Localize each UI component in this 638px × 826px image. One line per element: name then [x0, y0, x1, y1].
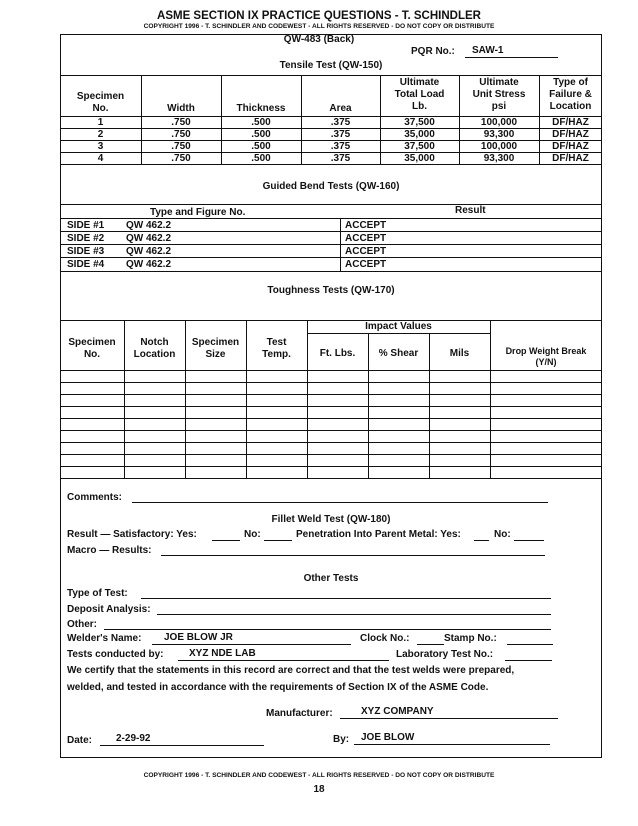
th-failure-3: Location — [549, 101, 592, 112]
th-specimen-2: No. — [92, 103, 109, 114]
th-specimen-1: Specimen — [76, 91, 125, 102]
cell-failure[interactable]: DF/HAZ — [552, 141, 589, 152]
cell-failure[interactable]: DF/HAZ — [552, 129, 589, 140]
macro-input[interactable] — [161, 555, 545, 556]
bend-result[interactable]: ACCEPT — [345, 220, 387, 231]
th-load-3: Lb. — [412, 101, 427, 112]
penetration-no-input[interactable] — [514, 540, 544, 541]
other-input[interactable] — [104, 629, 551, 630]
tth-ftlbs: Ft. Lbs. — [319, 348, 356, 359]
document-title: ASME SECTION IX PRACTICE QUESTIONS - T. SCHINDLER — [157, 10, 481, 22]
bend-col-line — [340, 218, 341, 271]
row-line — [60, 418, 602, 419]
manufacturer-value[interactable]: XYZ COMPANY — [361, 706, 434, 717]
cell-area[interactable]: .375 — [330, 141, 351, 152]
clock-input[interactable] — [417, 644, 444, 645]
labtest-input[interactable] — [505, 660, 552, 661]
cell-thickness[interactable]: .500 — [251, 129, 271, 140]
bend-fig[interactable]: QW 462.2 — [126, 220, 172, 231]
th-load-1: Ultimate — [399, 77, 440, 88]
col-line — [307, 320, 308, 478]
tth-dwb-2: (Y/N) — [535, 357, 557, 367]
cell-load[interactable]: 37,500 — [404, 117, 435, 128]
cell-no[interactable]: 4 — [97, 153, 104, 164]
other-title: Other Tests — [303, 573, 359, 584]
by-label: By: — [333, 734, 350, 745]
tth-mils: Mils — [449, 348, 470, 359]
row-line — [60, 406, 602, 407]
bend-fig[interactable]: QW 462.2 — [126, 246, 172, 257]
conducted-label: Tests conducted by: — [67, 649, 164, 660]
cell-thickness[interactable]: .500 — [251, 153, 271, 164]
bend-fig[interactable]: QW 462.2 — [126, 259, 172, 270]
row-line — [60, 466, 602, 467]
bend-col-type: Type and Figure No. — [150, 207, 246, 218]
tth-notch-1: Notch — [140, 337, 169, 348]
penetration-no-label: No: — [494, 529, 511, 540]
cell-area[interactable]: .375 — [330, 153, 351, 164]
conducted-value[interactable]: XYZ NDE LAB — [189, 648, 256, 659]
macro-label: Macro — Results: — [67, 545, 152, 556]
tth-dwb-1: Drop Weight Break — [505, 346, 587, 356]
cell-stress[interactable]: 93,300 — [483, 153, 515, 164]
bend-side: SIDE #4 — [67, 259, 105, 270]
fillet-no-label: No: — [244, 529, 261, 540]
other-label: Other: — [67, 619, 97, 630]
manufacturer-label: Manufacturer: — [266, 708, 333, 719]
comments-label: Comments: — [67, 492, 123, 503]
tensile-title: Tensile Test (QW-150) — [279, 60, 383, 71]
cell-area[interactable]: .375 — [330, 129, 351, 140]
tough-bottom-line — [60, 478, 602, 479]
bend-result[interactable]: ACCEPT — [345, 259, 387, 270]
impact-values-line — [307, 333, 490, 334]
th-failure-2: Failure & — [549, 89, 592, 100]
pqr-value[interactable]: SAW-1 — [472, 45, 504, 56]
tth-specimen-2: No. — [83, 349, 101, 360]
th-failure-1: Type of — [553, 77, 588, 88]
th-stress-2: Unit Stress — [472, 89, 526, 100]
date-label: Date: — [67, 735, 93, 746]
footer-copyright: COPYRIGHT 1996 - T. SCHINDLER AND CODEWEST - ALL RIGHTS RESERVED - DO NOT COPY OR DISTRIBUTE — [143, 772, 495, 779]
th-width: Width — [167, 103, 195, 114]
welder-underline — [152, 644, 351, 645]
date-value[interactable]: 2-29-92 — [116, 733, 151, 744]
welder-value[interactable]: JOE BLOW JR — [164, 632, 233, 643]
tth-temp-2: Temp. — [262, 349, 291, 360]
cell-failure[interactable]: DF/HAZ — [552, 117, 589, 128]
bend-col-result: Result — [455, 205, 486, 216]
cell-width[interactable]: .750 — [171, 129, 191, 140]
clock-label: Clock No.: — [360, 633, 410, 644]
th-stress-3: psi — [491, 101, 507, 112]
date-underline — [100, 745, 264, 746]
th-area: Area — [329, 103, 352, 114]
bend-result[interactable]: ACCEPT — [345, 233, 387, 244]
deposit-input[interactable] — [157, 614, 551, 615]
cell-thickness[interactable]: .500 — [251, 117, 271, 128]
tth-size-2: Size — [205, 349, 226, 360]
cell-stress[interactable]: 93,300 — [483, 129, 515, 140]
cell-width[interactable]: .750 — [171, 117, 191, 128]
th-load-2: Total Load — [394, 89, 445, 100]
tough-header-line — [60, 370, 602, 371]
tth-shear: % Shear — [378, 348, 419, 359]
guided-bend-title: Guided Bend Tests (QW-160) — [262, 181, 400, 192]
certify-line-2: welded, and tested in accordance with the requirements of Section IX of the ASME Code. — [67, 682, 489, 693]
header-copyright: COPYRIGHT 1996 - T. SCHINDLER AND CODEWEST - ALL RIGHTS RESERVED - DO NOT COPY OR DISTRIBUTE — [143, 23, 495, 30]
deposit-label: Deposit Analysis: — [67, 604, 151, 615]
penetration-yes-input[interactable] — [474, 540, 489, 541]
col-line — [490, 320, 491, 478]
row-line — [60, 382, 602, 383]
comments-input[interactable] — [132, 502, 548, 503]
row-line — [60, 454, 602, 455]
stamp-input[interactable] — [507, 644, 553, 645]
welder-label: Welder's Name: — [67, 633, 142, 644]
bend-side: SIDE #1 — [67, 220, 105, 231]
cell-width[interactable]: .750 — [171, 153, 191, 164]
bend-fig[interactable]: QW 462.2 — [126, 233, 172, 244]
by-underline — [354, 744, 550, 745]
cell-no[interactable]: 2 — [97, 129, 104, 140]
fillet-no-input[interactable] — [264, 540, 292, 541]
row-line — [60, 430, 602, 431]
cell-no[interactable]: 3 — [97, 141, 104, 152]
pqr-label: PQR No.: — [411, 46, 455, 57]
row-line — [60, 394, 602, 395]
bend-bottom-line — [60, 271, 602, 272]
certify-line-1: We certify that the statements in this record are correct and that the test welds were prepared, — [67, 665, 515, 676]
cell-failure[interactable]: DF/HAZ — [552, 153, 589, 164]
th-thickness: Thickness — [236, 103, 286, 114]
toughness-title: Toughness Tests (QW-170) — [267, 285, 395, 296]
fillet-yes-input[interactable] — [212, 540, 240, 541]
tth-temp-1: Test — [266, 337, 287, 348]
cell-load[interactable]: 35,000 — [404, 153, 435, 164]
cell-stress[interactable]: 100,000 — [480, 117, 518, 128]
bend-side: SIDE #3 — [67, 246, 105, 257]
stamp-label: Stamp No.: — [444, 633, 497, 644]
cell-width[interactable]: .750 — [171, 141, 191, 152]
cell-area[interactable]: .375 — [330, 117, 351, 128]
tth-notch-2: Location — [133, 349, 176, 360]
labtest-label: Laboratory Test No.: — [396, 649, 494, 660]
cell-no[interactable]: 1 — [97, 117, 104, 128]
penetration-label: Penetration Into Parent Metal: Yes: — [296, 529, 461, 540]
row-line — [60, 442, 602, 443]
cell-thickness[interactable]: .500 — [251, 141, 271, 152]
type-of-test-input[interactable] — [141, 598, 551, 599]
type-of-test-label: Type of Test: — [67, 588, 128, 599]
bend-side: SIDE #2 — [67, 233, 105, 244]
manufacturer-underline — [340, 718, 558, 719]
pqr-underline — [465, 57, 558, 58]
by-value[interactable]: JOE BLOW — [361, 732, 415, 743]
form-id: QW-483 (Back) — [283, 34, 355, 45]
fillet-result-label: Result — Satisfactory: Yes: — [67, 529, 197, 540]
bend-result[interactable]: ACCEPT — [345, 246, 387, 257]
tth-specimen-1: Specimen — [68, 337, 116, 348]
bend-top-line — [60, 204, 602, 205]
cell-load[interactable]: 35,000 — [404, 129, 435, 140]
conducted-underline — [178, 660, 389, 661]
impact-values-label: Impact Values — [365, 321, 432, 332]
cell-stress[interactable]: 100,000 — [480, 141, 518, 152]
page-number: 18 — [313, 784, 325, 795]
bend-header-line — [60, 218, 602, 219]
th-stress-1: Ultimate — [479, 77, 519, 88]
tth-size-1: Specimen — [191, 337, 240, 348]
fillet-title: Fillet Weld Test (QW-180) — [271, 514, 391, 525]
cell-load[interactable]: 37,500 — [404, 141, 435, 152]
